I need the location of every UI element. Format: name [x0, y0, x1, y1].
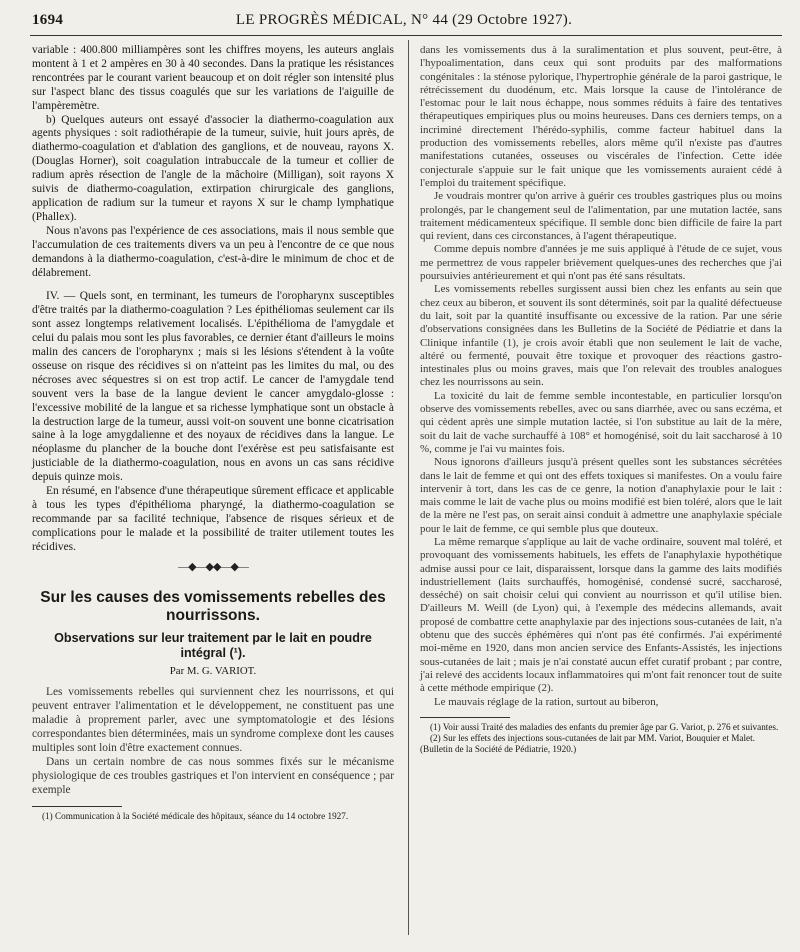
paragraph: Le mauvais réglage de la ration, surtout au biberon,: [434, 695, 659, 708]
article-byline: Par M. G. VARIOT.: [169, 664, 257, 677]
column-divider: [408, 40, 409, 935]
paragraph: Nous n'avons pas l'expérience de ces associations, mais il nous semble que l'accumulation de ces traitements divers va un peu à l'encontre de ce que nous demandons à la diathermo-coagulation, c'est-à-dire le minimum de choc et de délabrement.: [32, 224, 394, 279]
paragraph: La toxicité du lait de femme semble incontestable, en particulier lorsqu'on observe des vomissements rebelles, avec ou sans diarrhée, avec ou sans eczéma, et qui cèdent après une simple mutation lactée, si l'on substitue au lait de la mère, soit du lait de vache surchauffé à 108° et homogénisé, soit du lait saccharosé à 10 %, comme je l'ai vu maintes fois.: [420, 389, 782, 455]
footnote-rule: [420, 717, 510, 718]
paragraph: dans les vomissements dus à la suralimentation et plus souvent, peut-être, à l'hypoalimentation, dans ceux qui sont produits par des malformations congénitales : la sténose pylorique, l'hypertrophie générale de la paroi gastrique, le rétrécissement du duodénum, etc. Mais lorsque la cause de l'intolérance de l'estomac pour le lait nous échappe, nous sommes réduits à faire des tentatives thérapeutiques empiriques plus ou moins heureuses. Dans ces derniers temps, on a incriminé directement l'hérédo-syphilis, comme facteur habituel dans la production des vomissements rebelles, alors même qu'il n'existe pas d'autres manifestations cutanées, osseuses ou viscérales de l'infection. Cette idée conjecturale s'appuie sur le fait unique que les vomissements auraient cédé à l'emploi du traitement spécifique.: [420, 44, 782, 189]
paragraph: En résumé, en l'absence d'une thérapeutique sûrement efficace et applicable à tous les types d'épithélioma pharyngé, la diathermo-coagulation se recommande par sa facilité technique, l'absence de risques sérieux et de complications pour le malade et la possibilité de traiter utilement toutes les récidives.: [32, 485, 394, 553]
paragraph: Les vomissements rebelles surgissent aussi bien chez les enfants au sein que chez ceux au biberon, et souvent ils sont déterminés, soit par la qualité défectueuse du lait, soit par la quantité insuffisante ou excessive de la ration. Par une série d'observations consignées dans les Bulletins de la Société de Pédiatrie et dans la Clinique infantile (1), je crois avoir établi que non seulement le lait de vache, altéré ou fermenté, pouvait être toxique et provoquer des réactions gastro-intestinales plus ou moins graves, mais que l'on relevait des troubles analogues chez les nourrissons au sein.: [420, 283, 782, 389]
article-subtitle: Observations sur leur traitement par le lait en poudre intégral (¹).: [54, 630, 372, 660]
header-rule: [30, 35, 782, 36]
article-body: [32, 686, 394, 797]
paragraph: variable : 400.800 milliampères sont les chiffres moyens, les auteurs anglais montent à 1 et 2 ampères en 30 à 40 secondes. Dans la pratique les résistances rencontrées par le courant varient beaucoup et on doit régler son intensité plus sur l'aspect blanc des tissus coagulés que sur les variations de l'aiguille de l'ampèremètre.: [32, 44, 394, 112]
paragraph: Comme depuis nombre d'années je me suis appliqué à l'étude de ce sujet, vous me permettrez de vous rappeler brièvement quelques-unes des recherches que j'ai poursuivies antérieurement et qui n'ont pas été sans résultats.: [420, 243, 782, 283]
paragraph: b) Quelques auteurs ont essayé d'associer la diathermo-coagulation aux agents physiques : soit radiothérapie de la tumeur, suivie, huit jours après, de diathermo-coagulation et d'ablation des ganglions, et de nouveau, rayons X. (Douglas Horner), soit coagulation intrabuccale de la tumeur et collier de radium après résection de l'angle de la mâchoire (Milligan), soit rayons X suivis de diathermo-coagulation, extirpation chirurgicale des ganglions, application de radium sur la tumeur et rayons X sur le champ lymphatique (Phallex).: [32, 113, 394, 223]
running-title: LE PROGRÈS MÉDICAL, N° 44 (29 Octobre 1927).: [235, 12, 573, 28]
left-column: [32, 44, 394, 822]
section-ornament: —◆—◆◆—◆—: [178, 560, 248, 573]
footnote: (2) Sur les effets des injections sous-cutanées de lait par MM. Variot, Bouquier et Malet. (Bulletin de la Société de Pédiatrie, 1920.): [420, 733, 755, 755]
paragraph: Dans un certain nombre de cas nous sommes fixés sur le mécanisme physiologique de ces troubles gastriques et l'on intervient en conséquence ; par exemple: [32, 755, 394, 796]
page-number: 1694: [32, 12, 64, 28]
paragraph: Les vomissements rebelles qui surviennent chez les nourrissons, et qui peuvent entraver l'alimentation et le développement, ne constituent pas une maladie à proprement parler, avec une symptomatologie et des lésions correspondantes bien déterminées, mais un syndrome complexe dont les causes multiples sont loin d'être exactement connues.: [32, 686, 394, 755]
running-header: [24, 10, 784, 32]
footnote-rule: [32, 806, 122, 807]
footnote: (1) Communication à la Société médicale des hôpitaux, séance du 14 octobre 1927.: [42, 810, 349, 821]
footnote: (1) Voir aussi Traité des maladies des enfants du premier âge par G. Variot, p. 276 et suivantes.: [430, 721, 779, 732]
paragraph: La même remarque s'applique au lait de vache ordinaire, souvent mal toléré, et provoquant des vomissements habituels, les effets de l'anaphylaxie hypothétique admise aussi pour ce lait, disparaissent, lorsque dans la gamme des laits modifiés industriellement (laits surchauffés, homogénisé, condensé sucré, saccharosé, desséché) on sait choisir celui qui convient au nourrisson et qu'il utilise bien. D'ailleurs M. Weill (de Lyon) qui, à l'exemple des médecins allemands, avait proposé de combattre cette anaphylaxie par des injections sous-cutanées de lait, n'a obtenu que des succès éphémères qui n'ont pas été confirmés. J'ai expérimenté moi-même en 1920, dans mon ancien service des Enfants-Assistés, les injections sous-cutanées de lait ; mais je n'ai constaté aucun effet curatif probant ; par contre, j'ai relevé des accidents locaux inflammatoires qui m'ont fait renoncer tout de suite à cette méthode empirique (2).: [420, 535, 782, 695]
paragraph: Nous ignorons d'ailleurs jusqu'à présent quelles sont les substances sécrétées dans le lait de femme et qui ont des effets toxiques si manifestes. On a voulu faire intervenir à tort, dans les cas de ce genre, la notion d'anaphylaxie pour le lait : mais comme le lait de vache plus ou moins modifié est bien toléré, alors que le lait de la mère ne l'est pas, on serait ainsi conduit à admettre une anaphylaxie spéciale pour le lait de femme, ce qui semble plus que douteux.: [420, 456, 782, 535]
right-column: [420, 44, 782, 755]
paragraph: IV. — Quels sont, en terminant, les tumeurs de l'oropharynx susceptibles d'être traités par la diathermo-coagulation ? Les épithéliomas seulement car ils sont assez longtemps relativement localisés. L'épithélioma de l'amygdale et celui du palais mou sont les plus favorables, ce dernier étant d'ailleurs le moins malin des cancers de l'oropharynx ; mais si les lésions s'étendent à la voûte osseuse on risque des récidives si on n'atteint pas les limites du mal, ou des nécroses avec séquestres si on est trop actif. Le cancer de l'amygdale tend souvent vers la base de la langue devient le cancer amygdalo-glosse : l'excessive mobilité de la langue et sa richesse lymphatique sont un obstacle à la destruction large de la tumeur, aussi voit-on souvent une bonne cicatrisation saine à la loge amygdalienne et des noyaux de récidives dans la langue. Le néoplasme du plancher de la bouche dont l'exérèse est peu satisfaisante est justiciable de la diathermo-coagulation, nous en avons un cas sans récidive depuis quinze mois.: [32, 290, 394, 484]
paragraph: Je voudrais montrer qu'on arrive à guérir ces troubles gastriques plus ou moins prolongés, par le changement seul de l'alimentation, par une mutation lactée, sans traitement médicamenteux spécifique. Il semble donc bien difficile de faire la part qui revient, dans ces circonstances, à l'agent thérapeutique.: [420, 190, 782, 243]
article-title: Sur les causes des vomissements rebelles des nourrissons.: [40, 588, 386, 624]
